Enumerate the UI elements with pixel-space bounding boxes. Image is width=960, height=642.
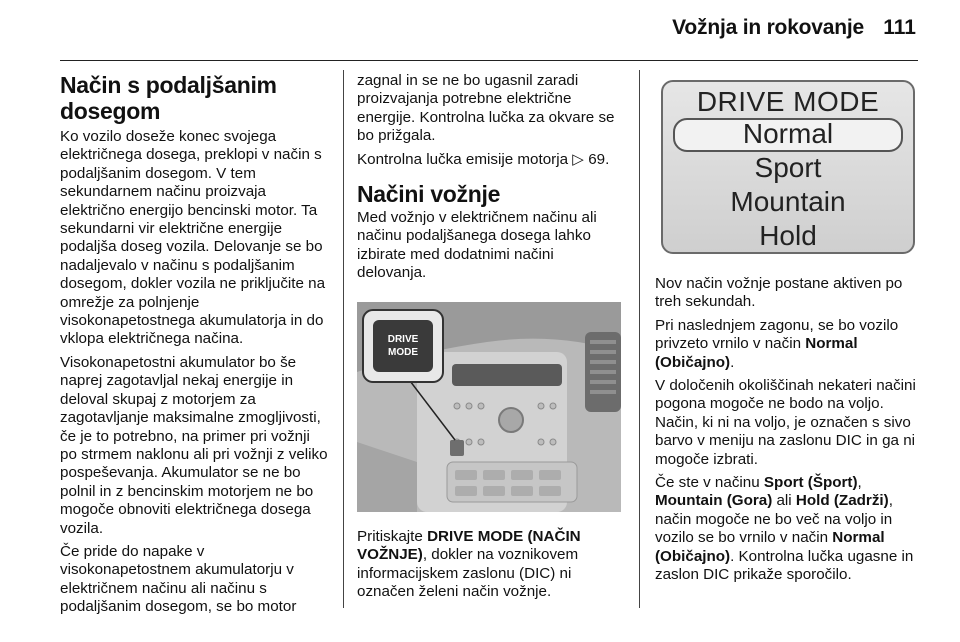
section-heading-drive-modes: Načini vožnje xyxy=(357,181,501,208)
page-number: 111 xyxy=(883,16,916,39)
column-divider-1 xyxy=(343,70,344,608)
paragraph: Nov način vožnje postane aktiven po treh sekundah. xyxy=(655,275,903,311)
paragraph: Pritiskajte DRIVE MODE (NAČIN VOŽNJE), dokler na voznikovem informacijskem zaslonu (DIC) ni označen želeni način vožnje. xyxy=(357,528,581,601)
drive-mode-button-label-2: MODE xyxy=(388,347,418,358)
mode-option-mountain: Mountain xyxy=(730,186,846,217)
paragraph: zagnal in se ne bo ugasnil zaradi proizvajanja potrebne električne energije. Kontrolna lučka za okvare se bo prižgala. xyxy=(357,72,615,145)
drive-mode-display xyxy=(661,80,915,254)
column-2 xyxy=(357,72,627,288)
paragraph xyxy=(357,151,627,169)
column-1 xyxy=(60,72,328,622)
page-reference-link[interactable]: 69. xyxy=(588,150,610,168)
drive-mode-button-label-1: DRIVE xyxy=(387,334,419,345)
page-header xyxy=(0,0,960,58)
section-heading-range-extended: Način s podaljšanim dosegom xyxy=(60,72,277,124)
paragraph: Visokonapetostni akumulator bo še naprej zagotavljal nekaj energije in deloval skupaj z motorjem za zagotavljanje maksimalne zmogljivosti, če je to potrebno, na primer pri vožnji po strmem naklonu ali pri vožnji z veliko pospeševanja. Akumulator se ne bo polnil in z bencinskim motorjem ne bo mogoče obnoviti električnega dosega vozila. xyxy=(60,353,328,537)
page-reference-icon: ▷ xyxy=(572,150,584,168)
paragraph: Če ste v načinu Sport (Šport), Mountain (Gora) ali Hold (Zadrži), način mogoče ne bo več na voljo in vozilo se bo vrnilo v način Normal (Običajno). Kontrolna lučka ugasne in zaslon DIC prikaže sporočilo. xyxy=(655,474,914,584)
column-divider-2 xyxy=(639,70,640,608)
display-title: DRIVE MODE xyxy=(696,86,880,117)
paragraph: Ko vozilo doseže konec svojega električnega dosega, preklopi v način s podaljšanim dosegom. V tem sekundarnem načinu proizvaja električno energijo bencinski motor. Ta sekundarni vir električne energije podaljša doseg vozila. Delovanje se bo nadaljevalo v načinu s podaljšanim dosegom, dokler vozila ne priključite na omrežje za polnjenje visokonapetostnega akumulatorja in do vklopa električnega načina. xyxy=(60,128,326,348)
mode-option-hold: Hold xyxy=(759,220,817,251)
paragraph-text: Kontrolna lučka emisije motorja xyxy=(357,150,569,168)
drive-mode-button-ref: DRIVE MODE (NAČIN VOŽNJE) xyxy=(357,528,581,564)
paragraph: Med vožnjo v električnem načinu ali načinu podaljšanega dosega lahko izbirate med dodatnimi načini delovanja. xyxy=(357,209,597,282)
paragraph: V določenih okoliščinah nekateri načini pogona mogoče ne bodo na voljo. Način, ki ni na voljo, je označen s sivo barvo v meniju na zaslonu DIC in ga ni mogoče izbrati. xyxy=(655,377,916,468)
paragraph: Pri naslednjem zagonu, se bo vozilo privzeto vrnilo v način Normal (Običajno). xyxy=(655,316,899,371)
paragraph: Če pride do napake v visokonapetostnem akumulatorju v električnem načinu ali načinu s podaljšanim dosegom, se bo motor xyxy=(60,542,297,616)
column-2-bottom xyxy=(357,528,627,607)
mode-option-normal: Normal xyxy=(742,118,834,149)
column-3 xyxy=(655,275,920,590)
mode-option-sport: Sport xyxy=(754,152,822,183)
header-rule xyxy=(60,60,918,61)
console-photo xyxy=(357,302,621,512)
header-title: Vožnja in rokovanje xyxy=(672,16,864,39)
